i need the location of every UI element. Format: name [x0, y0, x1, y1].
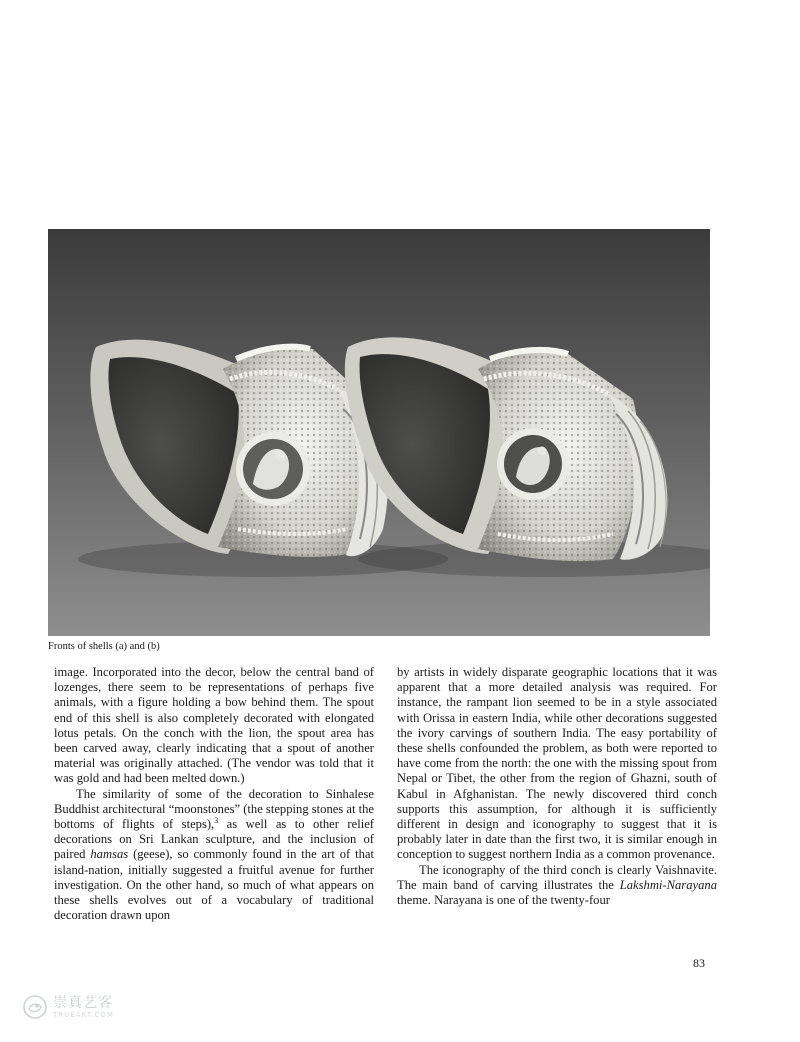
shells-photograph — [48, 229, 710, 636]
paragraph-text: The similarity of some of the decoration to Sinhalese Buddhist architectural “moonstones” (the stepping stones at the bottoms of flights of steps), — [54, 786, 375, 832]
paragraph — [54, 787, 374, 924]
paragraph — [397, 863, 717, 909]
watermark-english-text: TRUEART.COM — [53, 1010, 114, 1019]
page-number: 83 — [693, 956, 705, 970]
paragraph: image. Incorporated into the decor, below the central band of lozenges, there seem to be representations of perhaps five animals, with a figure holding a bow behind them. The spout end of this shell is also completely decorated with elongated lotus petals. On the conch with the lion, the spout area has been carved away, clearly indicating that a spout of another material was originally attached. (The vendor was told that it was gold and had been melted down.) — [54, 665, 374, 786]
paragraph-text: as well as to other relief decorations on Sri Lankan sculpture, and the inclusion of paired — [54, 817, 374, 862]
italic-term: Lakshmi-Narayana — [619, 877, 717, 892]
watermark — [22, 994, 114, 1020]
watermark-logo-icon — [22, 994, 48, 1020]
footnote-marker[interactable]: 3 — [214, 815, 219, 825]
italic-term: hamsas — [90, 847, 129, 862]
photo-caption: Fronts of shells (a) and (b) — [48, 641, 160, 652]
watermark-chinese-text: 崇真艺客 — [53, 994, 113, 1011]
paragraph: by artists in widely disparate geographic locations that it was apparent that a more detailed analysis was required. For instance, the rampant lion seemed to be in a style associated with Orissa in eastern India, while other decorations suggested the ivory carvings of southern India. The easy portability of these shells confounded the problem, as both were reported to have come from the north: the one with the missing spout from Nepal or Tibet, the other from the region of Ghazni, south of Kabul in Afghanistan. The newly discovered third conch supports this assumption, for although it is sufficiently different in design and iconography to suggest that it is probably later in date than the first two, it is similar enough in conception to suggest northern India as a common provenance. — [397, 665, 717, 862]
paragraph-text: theme. Narayana is one of the twenty-four — [397, 893, 610, 908]
text-column-left — [54, 665, 374, 923]
text-column-right — [397, 665, 717, 908]
paragraph-text: (geese), so commonly found in the art of that island-nation, initially suggested a fruitful avenue for further investigation. On the other hand, so much of what appears on these shells evolves out of a vocabulary of traditional decoration drawn upon — [54, 847, 375, 923]
paragraph-text: The iconography of the third conch is clearly Vaishnavite. The main band of carving illustrates the — [397, 862, 717, 892]
